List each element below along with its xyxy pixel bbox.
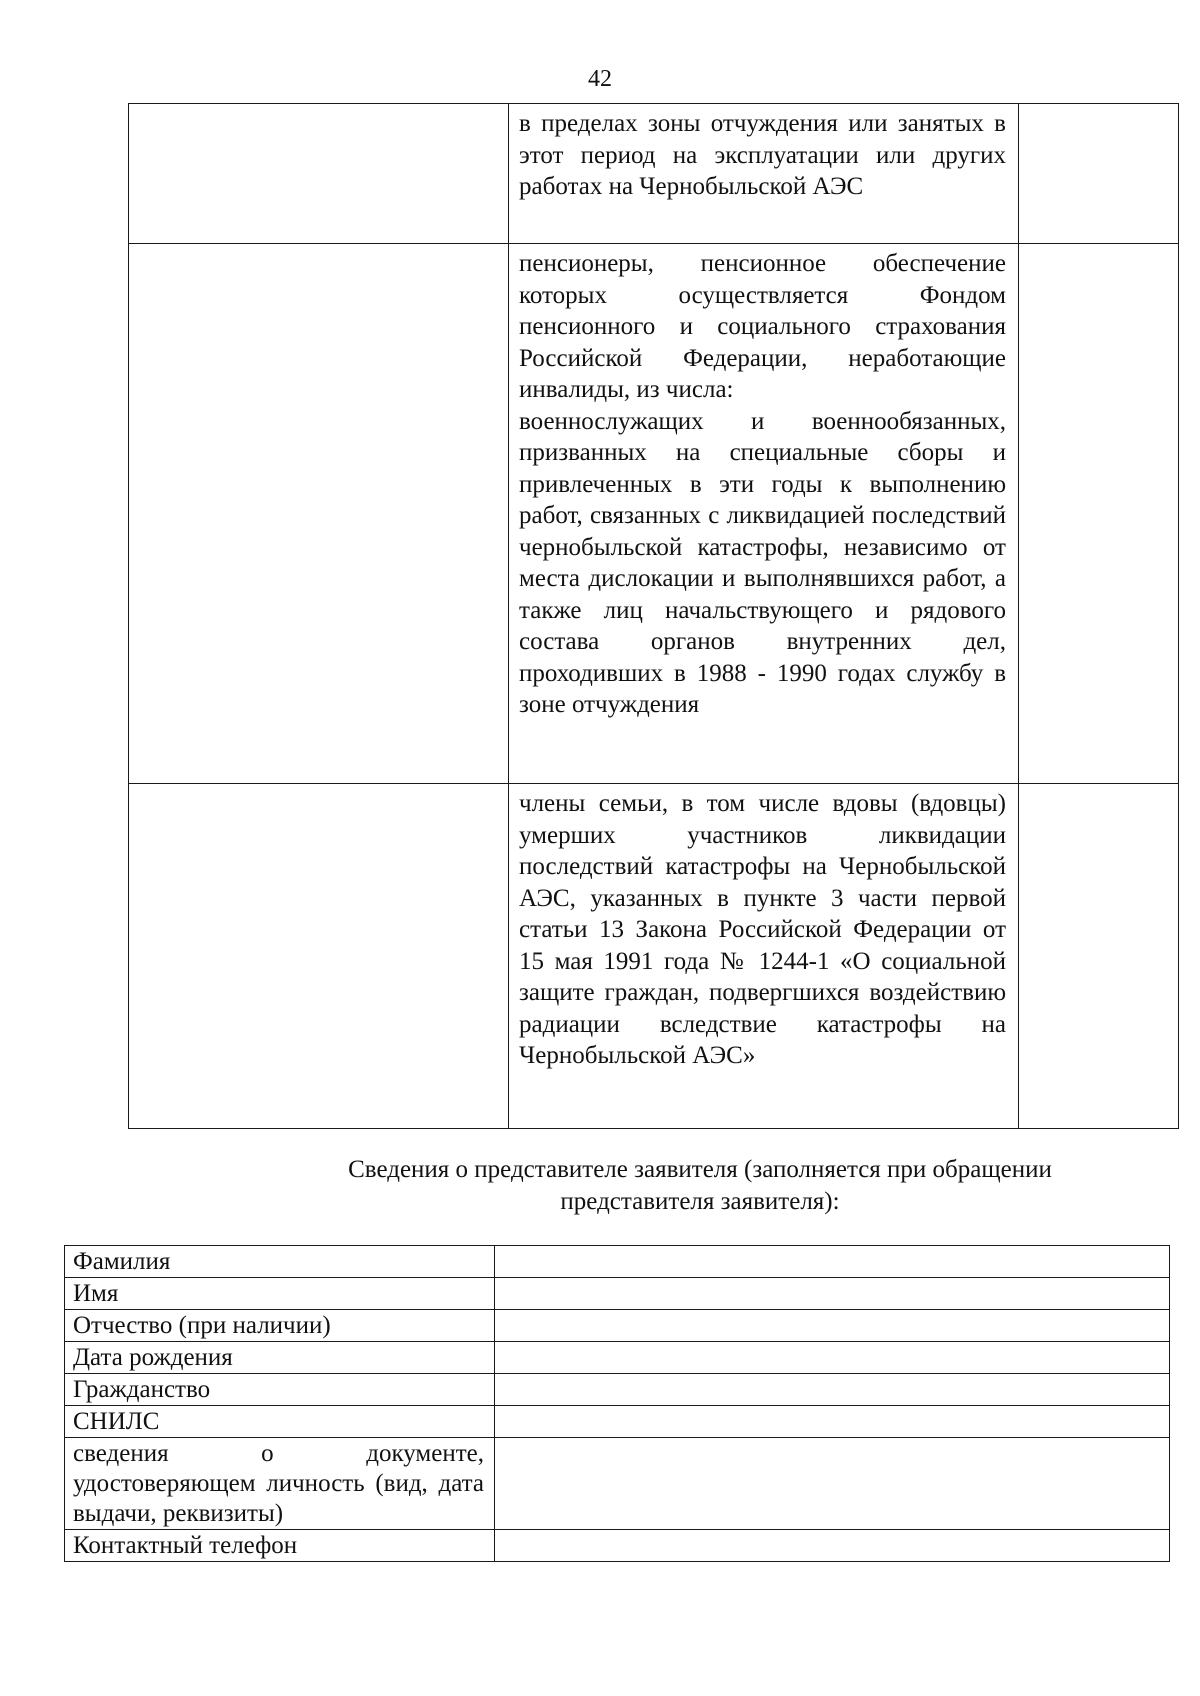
field-row-name — [65, 1278, 1170, 1310]
field-row-phone — [65, 1530, 1170, 1562]
field-label: Гражданство — [65, 1374, 495, 1406]
field-value-patronymic[interactable] — [495, 1310, 1170, 1342]
category-row — [129, 784, 1179, 1129]
category-row — [129, 104, 1179, 244]
category-mark-cell[interactable] — [1019, 104, 1179, 244]
field-value-identity-document[interactable] — [495, 1438, 1170, 1530]
representative-heading-line: Сведения о представителе заявителя (заполняется при обращении — [348, 1156, 1052, 1183]
category-text-cell — [509, 244, 1019, 784]
representative-heading — [250, 1154, 1150, 1218]
category-mark-cell[interactable] — [1019, 784, 1179, 1129]
category-text-cell — [509, 104, 1019, 244]
field-row-birth-date — [65, 1342, 1170, 1374]
field-value-name[interactable] — [495, 1278, 1170, 1310]
category-mark-cell[interactable] — [1019, 244, 1179, 784]
field-value-snils[interactable] — [495, 1406, 1170, 1438]
category-row — [129, 244, 1179, 784]
field-value-surname[interactable] — [495, 1246, 1170, 1278]
category-table — [128, 103, 1179, 1129]
representative-heading-line: представителя заявителя): — [560, 1188, 840, 1215]
field-row-patronymic — [65, 1310, 1170, 1342]
field-value-citizenship[interactable] — [495, 1374, 1170, 1406]
field-row-identity-document — [65, 1438, 1170, 1530]
field-row-surname — [65, 1246, 1170, 1278]
field-label: Отчество (при наличии) — [65, 1310, 495, 1342]
field-value-phone[interactable] — [495, 1530, 1170, 1562]
field-label: Контактный телефон — [65, 1530, 495, 1562]
field-value-birth-date[interactable] — [495, 1342, 1170, 1374]
category-text: военнослужащих и военнообязанных, призванных на специальные сборы и привлеченных в эти годы к выполнению работ, связанных с ликвидацией последствий чернобыльской катастрофы, независимо от места дислокации и выполнявшихся работ, а также лиц начальствующего и рядового состава органов внутренних дел, проходивших в 1988 - 1990 годах службу в зоне отчуждения — [519, 407, 1006, 718]
category-left-cell — [129, 244, 509, 784]
field-row-snils — [65, 1406, 1170, 1438]
field-label: Дата рождения — [65, 1342, 495, 1374]
field-row-citizenship — [65, 1374, 1170, 1406]
category-text: в пределах зоны отчуждения или занятых в этот период на эксплуатации или других работах на Чернобыльской АЭС — [519, 110, 1006, 200]
field-label: Фамилия — [65, 1246, 495, 1278]
representative-table — [64, 1245, 1170, 1562]
category-text: члены семьи, в том числе вдовы (вдовцы) умерших участников ликвидации последствий катастрофы на Чернобыльской АЭС, указанных в пункте 3 части первой статьи 13 Закона Российской Федерации от 15 мая 1991 года № 1244-1 «О социальной защите граждан, подвергшихся воздействию радиации вследствие катастрофы на Чернобыльской АЭС» — [519, 790, 1006, 1069]
field-label: СНИЛС — [65, 1406, 495, 1438]
category-left-cell — [129, 784, 509, 1129]
category-left-cell — [129, 104, 509, 244]
field-label: сведения о документе, удостоверяющем личность (вид, дата выдачи, реквизиты) — [65, 1438, 495, 1530]
category-text: пенсионеры, пенсионное обеспечение которых осуществляется Фондом пенсионного и социального страхования Российской Федерации, неработающие инвалиды, из числа: — [519, 250, 1006, 403]
page-number: 42 — [588, 66, 612, 92]
category-text-cell — [509, 784, 1019, 1129]
field-label: Имя — [65, 1278, 495, 1310]
